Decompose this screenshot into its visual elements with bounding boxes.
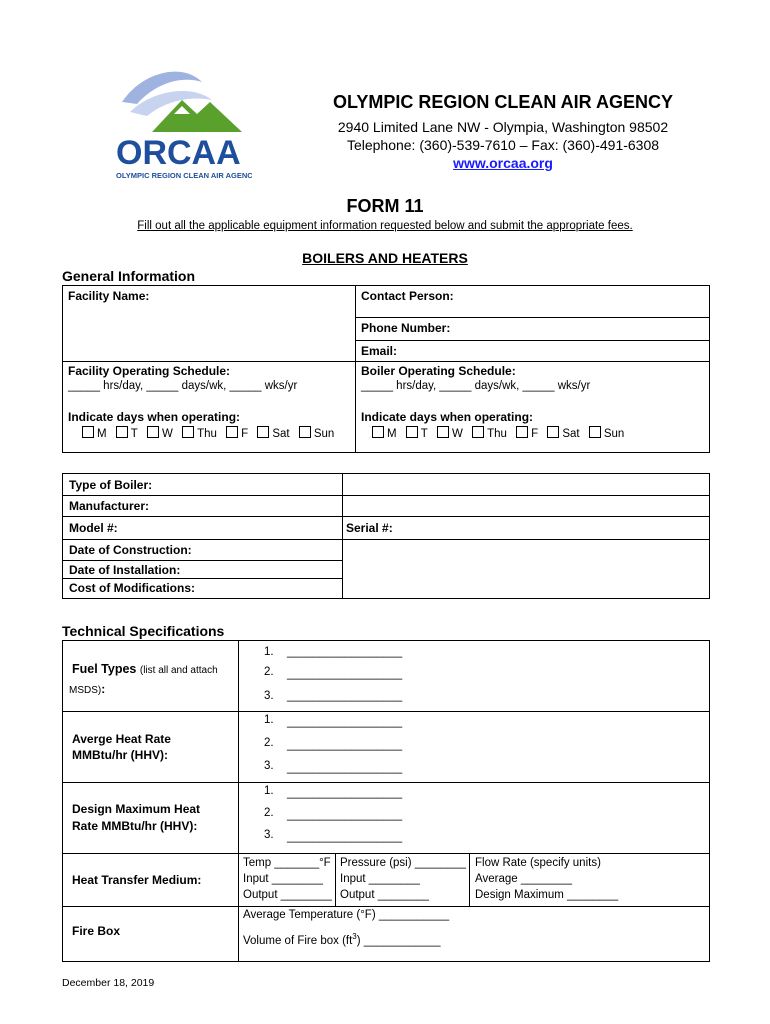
facility-day-t-checkbox[interactable]: [116, 426, 128, 438]
pressure-field[interactable]: Pressure (psi) ________: [340, 857, 466, 869]
boiler-day-thu-checkbox[interactable]: [472, 426, 484, 438]
boiler-schedule-label: Boiler Operating Schedule:: [361, 364, 516, 378]
facility-days-label: Indicate days when operating:: [68, 410, 241, 424]
boiler-days-label: Indicate days when operating:: [361, 410, 534, 424]
heat-transfer-label: Heat Transfer Medium:: [72, 873, 202, 887]
agency-name: OLYMPIC REGION CLEAN AIR AGENCY: [332, 92, 674, 112]
boiler-day-f-checkbox[interactable]: [516, 426, 528, 438]
heat-rate-2-number: 2.: [264, 737, 274, 749]
boiler-day-m-checkbox[interactable]: [372, 426, 384, 438]
manufacturer-label: Manufacturer:: [69, 499, 150, 513]
agency-address: 2940 Limited Lane NW - Olympia, Washington 98502: [337, 119, 669, 135]
model-label: Model #:: [69, 521, 118, 535]
heat-rate-3-number: 3.: [264, 760, 274, 772]
agency-phone-fax: Telephone: (360)-539-7610 – Fax: (360)-491-6308: [346, 137, 660, 153]
heat-rate-3-field[interactable]: __________________: [287, 762, 403, 774]
design-1-number: 1.: [264, 785, 274, 797]
design-3-field[interactable]: __________________: [287, 831, 403, 843]
design-2-field[interactable]: __________________: [287, 809, 403, 821]
boiler-type-label: Type of Boiler:: [69, 478, 153, 492]
heat-rate-2-field[interactable]: __________________: [287, 739, 403, 751]
svg-text:ORCAA: ORCAA: [116, 134, 241, 172]
flow-rate-label: Flow Rate (specify units): [475, 857, 601, 869]
facility-days-checkboxes: M T W Thu F Sat Sun: [82, 426, 340, 440]
facility-day-sun-checkbox[interactable]: [299, 426, 311, 438]
fuel-1-field[interactable]: __________________: [287, 646, 403, 658]
email-label: Email:: [361, 344, 398, 358]
avg-temperature-field[interactable]: Average Temperature (°F) ___________: [243, 909, 450, 921]
svg-text:OLYMPIC REGION CLEAN AIR AGENC: OLYMPIC REGION CLEAN AIR AGENCY: [116, 171, 252, 180]
fuel-3-number: 3.: [264, 690, 274, 702]
facility-name-label: Facility Name:: [68, 289, 150, 303]
pressure-input-field[interactable]: Input ________: [340, 873, 420, 885]
design-1-field[interactable]: __________________: [287, 787, 403, 799]
design-3-number: 3.: [264, 829, 274, 841]
contact-person-label: Contact Person:: [361, 289, 454, 303]
boiler-day-t-checkbox[interactable]: [406, 426, 418, 438]
design-max-label-2: Rate MMBtu/hr (HHV):: [72, 819, 198, 833]
boiler-day-w-checkbox[interactable]: [437, 426, 449, 438]
flow-average-field[interactable]: Average ________: [475, 873, 572, 885]
pressure-output-field[interactable]: Output ________: [340, 889, 429, 901]
boiler-day-sun-checkbox[interactable]: [589, 426, 601, 438]
fuel-2-field[interactable]: __________________: [287, 668, 403, 680]
agency-website-link[interactable]: www.orcaa.org: [453, 155, 553, 171]
fire-box-label: Fire Box: [72, 924, 121, 938]
boiler-day-sat-checkbox[interactable]: [547, 426, 559, 438]
fuel-types-label: Fuel Types (list all and attach: [72, 662, 218, 676]
temp-output-field[interactable]: Output ________: [243, 889, 332, 901]
agency-contact: [268, 118, 738, 172]
heat-rate-1-field[interactable]: __________________: [287, 716, 403, 728]
firebox-volume-field[interactable]: Volume of Fire box $(ft^3)$ ____________: [243, 932, 441, 947]
fuel-2-number: 2.: [264, 666, 274, 678]
facility-schedule-line[interactable]: _____ hrs/day, _____ days/wk, _____ wks/yr: [68, 380, 298, 392]
heat-rate-label-1: Averge Heat Rate: [72, 732, 171, 746]
general-info-heading: General Information: [62, 268, 196, 284]
boiler-days-checkboxes: M T W Thu F Sat Sun: [372, 426, 630, 440]
facility-schedule-label: Facility Operating Schedule:: [68, 364, 231, 378]
facility-day-w-checkbox[interactable]: [147, 426, 159, 438]
serial-label: Serial #:: [346, 521, 393, 535]
heat-rate-label-2: MMBtu/hr (HHV):: [72, 748, 168, 762]
orcaa-logo: [112, 62, 252, 184]
heat-rate-1-number: 1.: [264, 714, 274, 726]
flow-design-max-field[interactable]: Design Maximum ________: [475, 889, 619, 901]
footer-date: December 18, 2019: [62, 977, 155, 989]
design-2-number: 2.: [264, 807, 274, 819]
facility-day-sat-checkbox[interactable]: [257, 426, 269, 438]
design-max-label-1: Design Maximum Heat: [72, 802, 201, 816]
facility-day-m-checkbox[interactable]: [82, 426, 94, 438]
section-title: BOILERS AND HEATERS: [302, 250, 468, 266]
boiler-schedule-line[interactable]: _____ hrs/day, _____ days/wk, _____ wks/yr: [361, 380, 591, 392]
temp-input-field[interactable]: Input ________: [243, 873, 323, 885]
construction-date-label: Date of Construction:: [69, 543, 192, 557]
fuel-1-number: 1.: [264, 646, 274, 658]
temp-field[interactable]: Temp _______°F: [243, 857, 331, 869]
facility-day-thu-checkbox[interactable]: [182, 426, 194, 438]
installation-date-label: Date of Installation:: [69, 563, 181, 577]
fuel-3-field[interactable]: __________________: [287, 690, 403, 702]
tech-specs-heading: Technical Specifications: [62, 623, 225, 639]
fuel-types-note: MSDS):: [69, 682, 106, 696]
phone-number-label: Phone Number:: [361, 321, 451, 335]
form-instructions: Fill out all the applicable equipment information requested below and submit the appropriate fees.: [137, 220, 633, 232]
facility-day-f-checkbox[interactable]: [226, 426, 238, 438]
cost-modifications-label: Cost of Modifications:: [69, 581, 195, 595]
form-title: FORM 11: [346, 196, 424, 216]
